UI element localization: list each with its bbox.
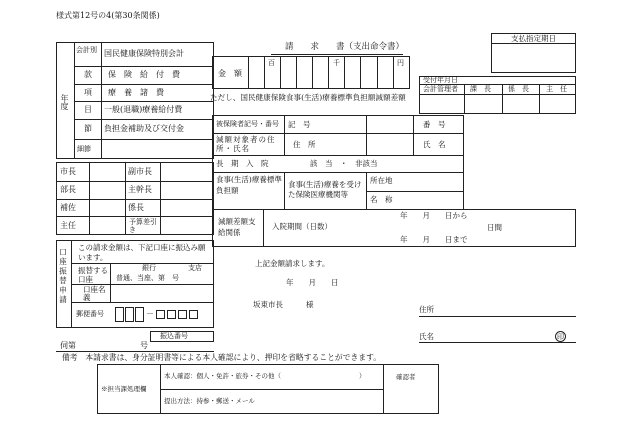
kou-label: 項 [84,88,92,97]
hokinen-label: 伺第 [60,341,76,350]
moku-value: 一般(退職)療養給付費 [104,105,183,114]
postal-box-7[interactable] [189,310,198,319]
postal-box-1[interactable] [115,307,124,322]
setsu-value: 負担金補助及び交付金 [104,124,184,133]
applicant-name-label: 氏名 [419,332,434,341]
branch-label: 支店 [188,264,202,272]
insured-id-label: 被保険者記号・番号 [216,120,279,128]
approval-vice-mayor: 副市長 [128,167,152,176]
approval-budget: 予算差引き [129,218,157,234]
period-label: 入院期間（日数） [272,222,332,231]
footnote: 備考 本請求書は、身分証明書等による本人確認により、押印を省略することができます。 [62,353,382,362]
transfer-no-label: 振込番号 [160,332,188,340]
approval-chief: 主幹長 [128,185,152,194]
holder-label: 口座名義 [83,285,106,302]
amount-unit-hundred: 百 [268,59,275,67]
page-title: 請 求 書（支出命令書） [285,42,405,52]
year-label: 年度 [60,94,69,110]
bango-label: 番 号 [423,120,446,129]
postal-separator: － [146,309,154,318]
moku-label: 目 [84,105,92,114]
kou-value: 療 養 諸 費 [108,88,164,97]
meal-label: 食事(生活)療養標準負担額 [216,175,282,195]
meal-provider-label: 食事(生活)療養を受けた保険医療機関等 [288,180,362,199]
location-label: 所在地 [370,176,393,185]
acct-col-shunin: 主 任 [546,85,567,93]
transfer-dest-label: 振替する口座 [78,266,108,284]
postal-box-4[interactable] [156,310,165,319]
approval-staff: 主任 [60,221,76,230]
account-category-label: 会計別 [76,46,97,54]
amount-unit-thousand: 千 [333,59,340,67]
addressee: 坂東市長 [253,300,283,309]
saisetsu-label: 細節 [77,145,91,153]
bank-label: 銀行 [142,264,156,272]
request-date: 年 月 日 [286,278,339,287]
long-stay-value[interactable]: 該 当 ・ 非該当 [310,159,378,168]
confirmation-label: ※担当課処理欄 [101,385,147,393]
facility-label: 名 称 [370,195,393,204]
received-date-label: 受付年月日 [423,76,458,84]
addressee-honorific: 様 [306,300,314,309]
postal-box-6[interactable] [178,310,187,319]
form-id: 様式第12号の4(第30条関係) [56,11,160,20]
target-person-label: 減額対象者の住所・氏名 [216,135,276,153]
reduction-table [212,209,576,247]
postal-box-3[interactable] [135,307,144,322]
postal-box-2[interactable] [125,307,134,322]
identity-check: 本人確認：個人・免許・旅券・その他（ ） [164,372,366,380]
address-label: 住 所 [293,140,316,149]
payment-date-label: 支払指定期日 [511,34,556,43]
postal-box-5[interactable] [167,310,176,319]
transfer-notice: この請求金額は、下記口座に振込み願います。 [78,243,206,262]
go-label: 号 [140,341,148,350]
amount-label: 金 額 [218,69,242,78]
acct-col-manager: 会計管理者 [423,85,458,93]
checker-label: 確認者 [396,373,416,381]
approval-director: 部長 [60,185,76,194]
account-category-value: 国民健康保険特別会計 [104,49,184,58]
reduction-label: 減額差額支給関係 [218,217,256,237]
setsu-label: 節 [84,124,92,133]
name-label: 氏 名 [423,140,446,149]
days-label: 日間 [487,223,502,232]
long-stay-label: 長 期 入 院 [216,159,269,168]
subtitle: ただし、国民健康保険食事(生活)療養標準負担額減額差額 [210,93,406,102]
kan-label: 款 [84,70,92,79]
account-types: 普通、当座、第 号 [116,274,179,282]
acct-col-kacho: 課 長 [470,85,491,93]
submit-method: 提出方法：持参・郵送・メール [164,397,255,405]
seal-mark: 印 [557,333,564,341]
approval-mayor: 市長 [60,167,76,176]
period-to: 年 月 日まで [400,235,468,244]
applicant-address-label: 住所 [419,305,434,314]
acct-col-kakaricho: 係 長 [508,85,529,93]
kigo-label: 記 号 [288,120,311,129]
request-text: 上記金額請求します。 [255,259,330,268]
postal-label: 郵便番号 [76,310,104,318]
transfer-side-label: 口座振替申請 [58,248,68,305]
amount-unit-yen: 円 [397,59,404,67]
period-from: 年 月 日から [400,211,468,220]
kan-value: 保 険 給 付 費 [108,70,180,79]
approval-assistant: 補佐 [60,203,76,212]
approval-section-chief: 係長 [128,203,144,212]
